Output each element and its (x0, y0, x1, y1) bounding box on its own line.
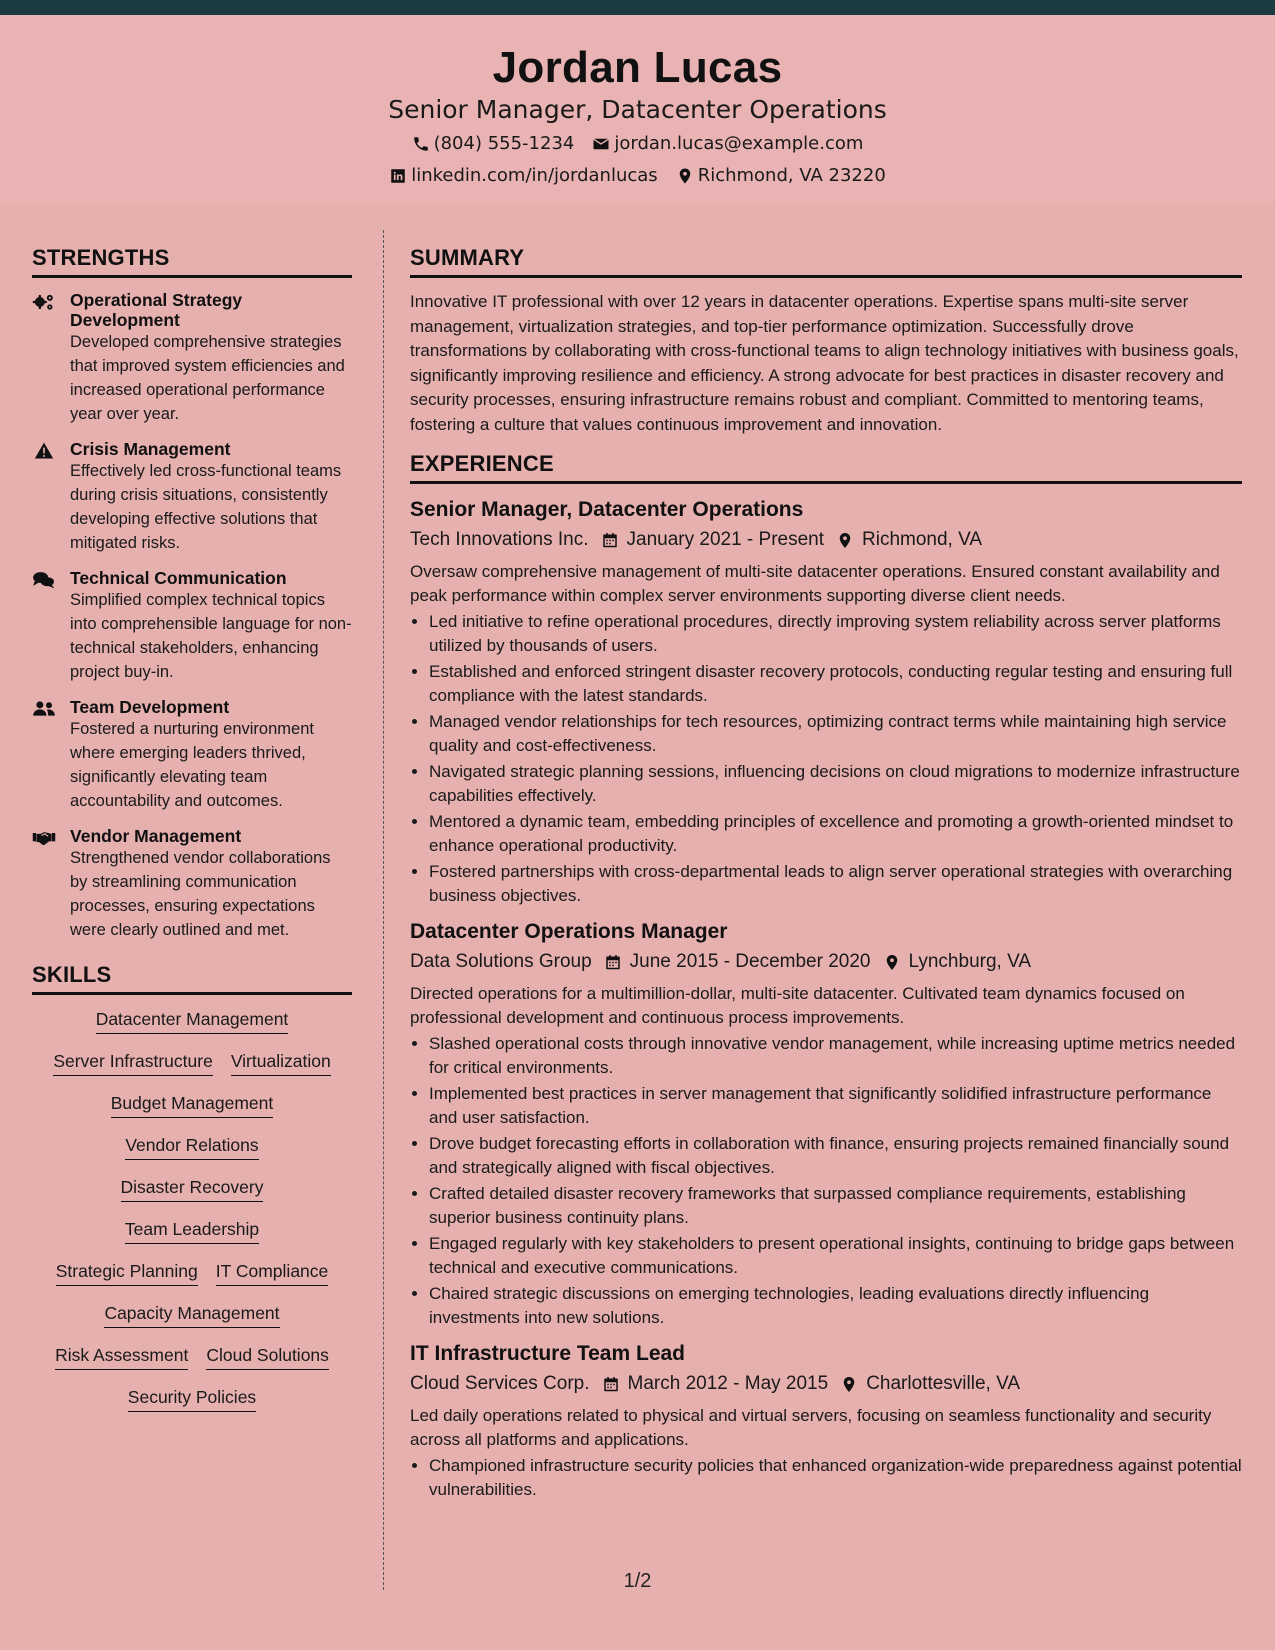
job-entry (410, 918, 1242, 1330)
skill-tag: Risk Assessment (55, 1343, 188, 1370)
job-bullet: • Established and enforced stringent disaster recovery protocols, conducting regular testing and ensuring full compliance with the latest standards. (429, 660, 1242, 708)
skill-tag: Vendor Relations (125, 1133, 258, 1160)
job-bullet: • Championed infrastructure security policies that enhanced organization-wide preparedness against potential vulnerabilities. (429, 1454, 1242, 1502)
users-icon (32, 699, 56, 719)
skill-row (32, 1385, 352, 1412)
job-meta (410, 946, 1242, 978)
job-description: Led daily operations related to physical and virtual servers, focusing on seamless functionality and security across all platforms and applications. (410, 1406, 1212, 1449)
experience-list (410, 496, 1242, 1502)
gears-icon (32, 292, 56, 312)
strength-title: Team Development (70, 697, 230, 717)
strength-title: Vendor Management (70, 826, 242, 846)
skill-row (32, 1217, 352, 1244)
skill-row (32, 1175, 352, 1202)
linkedin-item[interactable] (389, 165, 657, 186)
job-company: Data Solutions Group (410, 951, 592, 972)
strength-title: Operational Strategy Development (70, 290, 243, 330)
job-bullet: • Drove budget forecasting efforts in collaboration with finance, ensuring projects remained financially sound and strategically aligned with fiscal objectives. (429, 1132, 1242, 1180)
skill-tag: Budget Management (111, 1091, 273, 1118)
job-bullets (410, 1454, 1242, 1502)
resume-header (0, 15, 1275, 203)
skill-row (32, 1049, 352, 1076)
job-location: Richmond, VA (862, 529, 983, 550)
job-dates: March 2012 - May 2015 (627, 1373, 829, 1394)
handshake-icon (32, 828, 56, 848)
job-dates: June 2015 - December 2020 (629, 951, 871, 972)
skill-row (32, 1301, 352, 1328)
job-bullet: • Led initiative to refine operational procedures, directly improving system reliability across server platforms utilized by thousands of users. (429, 610, 1242, 658)
job-company: Cloud Services Corp. (410, 1373, 590, 1394)
summary-text: Innovative IT professional with over 12 years in datacenter operations. Expertise spans multi-site server management, virtualization strategies, and top-tier performance optimization. Successfully drove transformations by collaborating with cross-functional teams to align technology initiatives with business goals, significantly improving resilience and efficiency. A strong advocate for best practices in disaster recovery and security processes, ensuring infrastructure remains robust and compliant. Committed to mentoring teams, fostering a culture that values continuous improvement and innovation. (410, 292, 1239, 434)
left-column (32, 245, 352, 1427)
job-description: Oversaw comprehensive management of multi-site datacenter operations. Ensured constant availability and peak performance within complex server environments supporting diverse client needs. (410, 562, 1220, 605)
skill-row (32, 1259, 352, 1286)
calendar-icon (601, 531, 619, 550)
location-text: Richmond, VA 23220 (697, 165, 886, 186)
strength-text: Strengthened vendor collaborations by streamlining communication processes, ensuring expectations were clearly outlined and met. (70, 849, 331, 939)
strengths-heading: STRENGTHS (32, 245, 352, 278)
job-bullet: • Crafted detailed disaster recovery frameworks that surpassed compliance requirements, establishing superior business continuity plans. (429, 1182, 1242, 1230)
job-company: Tech Innovations Inc. (410, 529, 589, 550)
comments-icon (32, 570, 56, 590)
strength-text: Effectively led cross-functional teams during crisis situations, consistently developing effective solutions that mitigated risks. (70, 462, 342, 552)
strength-item (32, 290, 352, 426)
email-item[interactable] (592, 133, 863, 154)
skill-tag: Strategic Planning (56, 1259, 198, 1286)
map-marker-icon (840, 1375, 858, 1394)
email-text[interactable]: jordan.lucas@example.com (614, 133, 864, 154)
job-bullet: • Mentored a dynamic team, embedding principles of excellence and promoting a growth-oriented mindset to enhance operational productivity. (429, 810, 1242, 858)
job-bullet: • Implemented best practices in server management that significantly solidified infrastructure performance and user satisfaction. (429, 1082, 1242, 1130)
linkedin-icon (389, 167, 407, 185)
job-bullet: • Fostered partnerships with cross-departmental leads to align server operational strategies with overarching business objectives. (429, 860, 1242, 908)
linkedin-text[interactable]: linkedin.com/in/jordanlucas (411, 165, 658, 186)
experience-heading: EXPERIENCE (410, 451, 1242, 484)
strength-text: Simplified complex technical topics into comprehensible language for non-technical stakeholders, enhancing project buy-in. (70, 591, 352, 681)
page-number: 1/2 (623, 1570, 652, 1592)
candidate-name: Jordan Lucas (492, 43, 783, 92)
phone-icon (412, 135, 430, 153)
phone-item (412, 133, 575, 154)
job-bullets (410, 610, 1242, 908)
job-bullet: • Engaged regularly with key stakeholders to present operational insights, continuing to bridge gaps between technical and executive communications. (429, 1232, 1242, 1280)
strength-title: Technical Communication (70, 568, 287, 588)
strength-item (32, 826, 352, 942)
map-marker-icon (883, 953, 901, 972)
skill-row (32, 1343, 352, 1370)
strength-text: Fostered a nurturing environment where emerging leaders thrived, significantly elevating team accountability and outcomes. (70, 720, 314, 810)
calendar-icon (602, 1375, 620, 1394)
map-marker-icon (836, 531, 854, 550)
strength-title: Crisis Management (70, 439, 231, 459)
job-bullet: • Navigated strategic planning sessions, influencing decisions on cloud migrations to modernize infrastructure capabilities effectively. (429, 760, 1242, 808)
top-bar (0, 0, 1275, 15)
skill-row (32, 1091, 352, 1118)
envelope-icon (592, 135, 610, 153)
job-title: IT Infrastructure Team Lead (410, 1342, 686, 1365)
warning-icon (32, 441, 56, 461)
job-entry (410, 1340, 1242, 1502)
skill-tag: Datacenter Management (96, 1007, 289, 1034)
contact-row-2 (0, 165, 1275, 186)
right-column (410, 245, 1242, 1512)
strength-item (32, 439, 352, 555)
skill-tag: IT Compliance (216, 1259, 329, 1286)
job-dates: January 2021 - Present (626, 529, 825, 550)
strength-item (32, 568, 352, 684)
strength-item (32, 697, 352, 813)
skill-tag: Security Policies (128, 1385, 256, 1412)
job-title: Datacenter Operations Manager (410, 920, 728, 943)
job-meta (410, 1368, 1242, 1400)
job-bullet: • Slashed operational costs through innovative vendor management, while increasing uptime metrics needed for critical environments. (429, 1032, 1242, 1080)
job-entry (410, 496, 1242, 908)
map-marker-icon (676, 167, 694, 185)
job-bullet: • Chaired strategic discussions on emerging technologies, leading evaluations directly influencing investments into new solutions. (429, 1282, 1242, 1330)
job-meta (410, 524, 1242, 556)
skill-tag: Cloud Solutions (206, 1343, 329, 1370)
skill-tag: Capacity Management (104, 1301, 279, 1328)
skill-row (32, 1133, 352, 1160)
skill-tag: Team Leadership (125, 1217, 259, 1244)
job-bullet: • Managed vendor relationships for tech resources, optimizing contract terms while maintaining high service quality and cost-effectiveness. (429, 710, 1242, 758)
skill-tag: Virtualization (231, 1049, 331, 1076)
skill-row (32, 1007, 352, 1034)
column-divider (383, 230, 384, 1590)
phone-text: (804) 555-1234 (433, 133, 575, 154)
calendar-icon (604, 953, 622, 972)
strength-text: Developed comprehensive strategies that improved system efficiencies and increased operational performance year over year. (70, 333, 345, 423)
job-description: Directed operations for a multimillion-dollar, multi-site datacenter. Cultivated team dynamics focused on professional development and continuous process improvements. (410, 984, 1185, 1027)
job-bullets (410, 1032, 1242, 1330)
summary-heading: SUMMARY (410, 245, 1242, 278)
candidate-title: Senior Manager, Datacenter Operations (388, 95, 887, 124)
job-location: Lynchburg, VA (908, 951, 1032, 972)
contact-row-1 (0, 133, 1275, 154)
job-location: Charlottesville, VA (866, 1373, 1021, 1394)
skill-tag: Disaster Recovery (121, 1175, 264, 1202)
skill-tag: Server Infrastructure (53, 1049, 213, 1076)
skills-list (32, 1007, 352, 1412)
job-title: Senior Manager, Datacenter Operations (410, 498, 804, 521)
skills-heading: SKILLS (32, 962, 352, 995)
location-item (676, 165, 886, 186)
